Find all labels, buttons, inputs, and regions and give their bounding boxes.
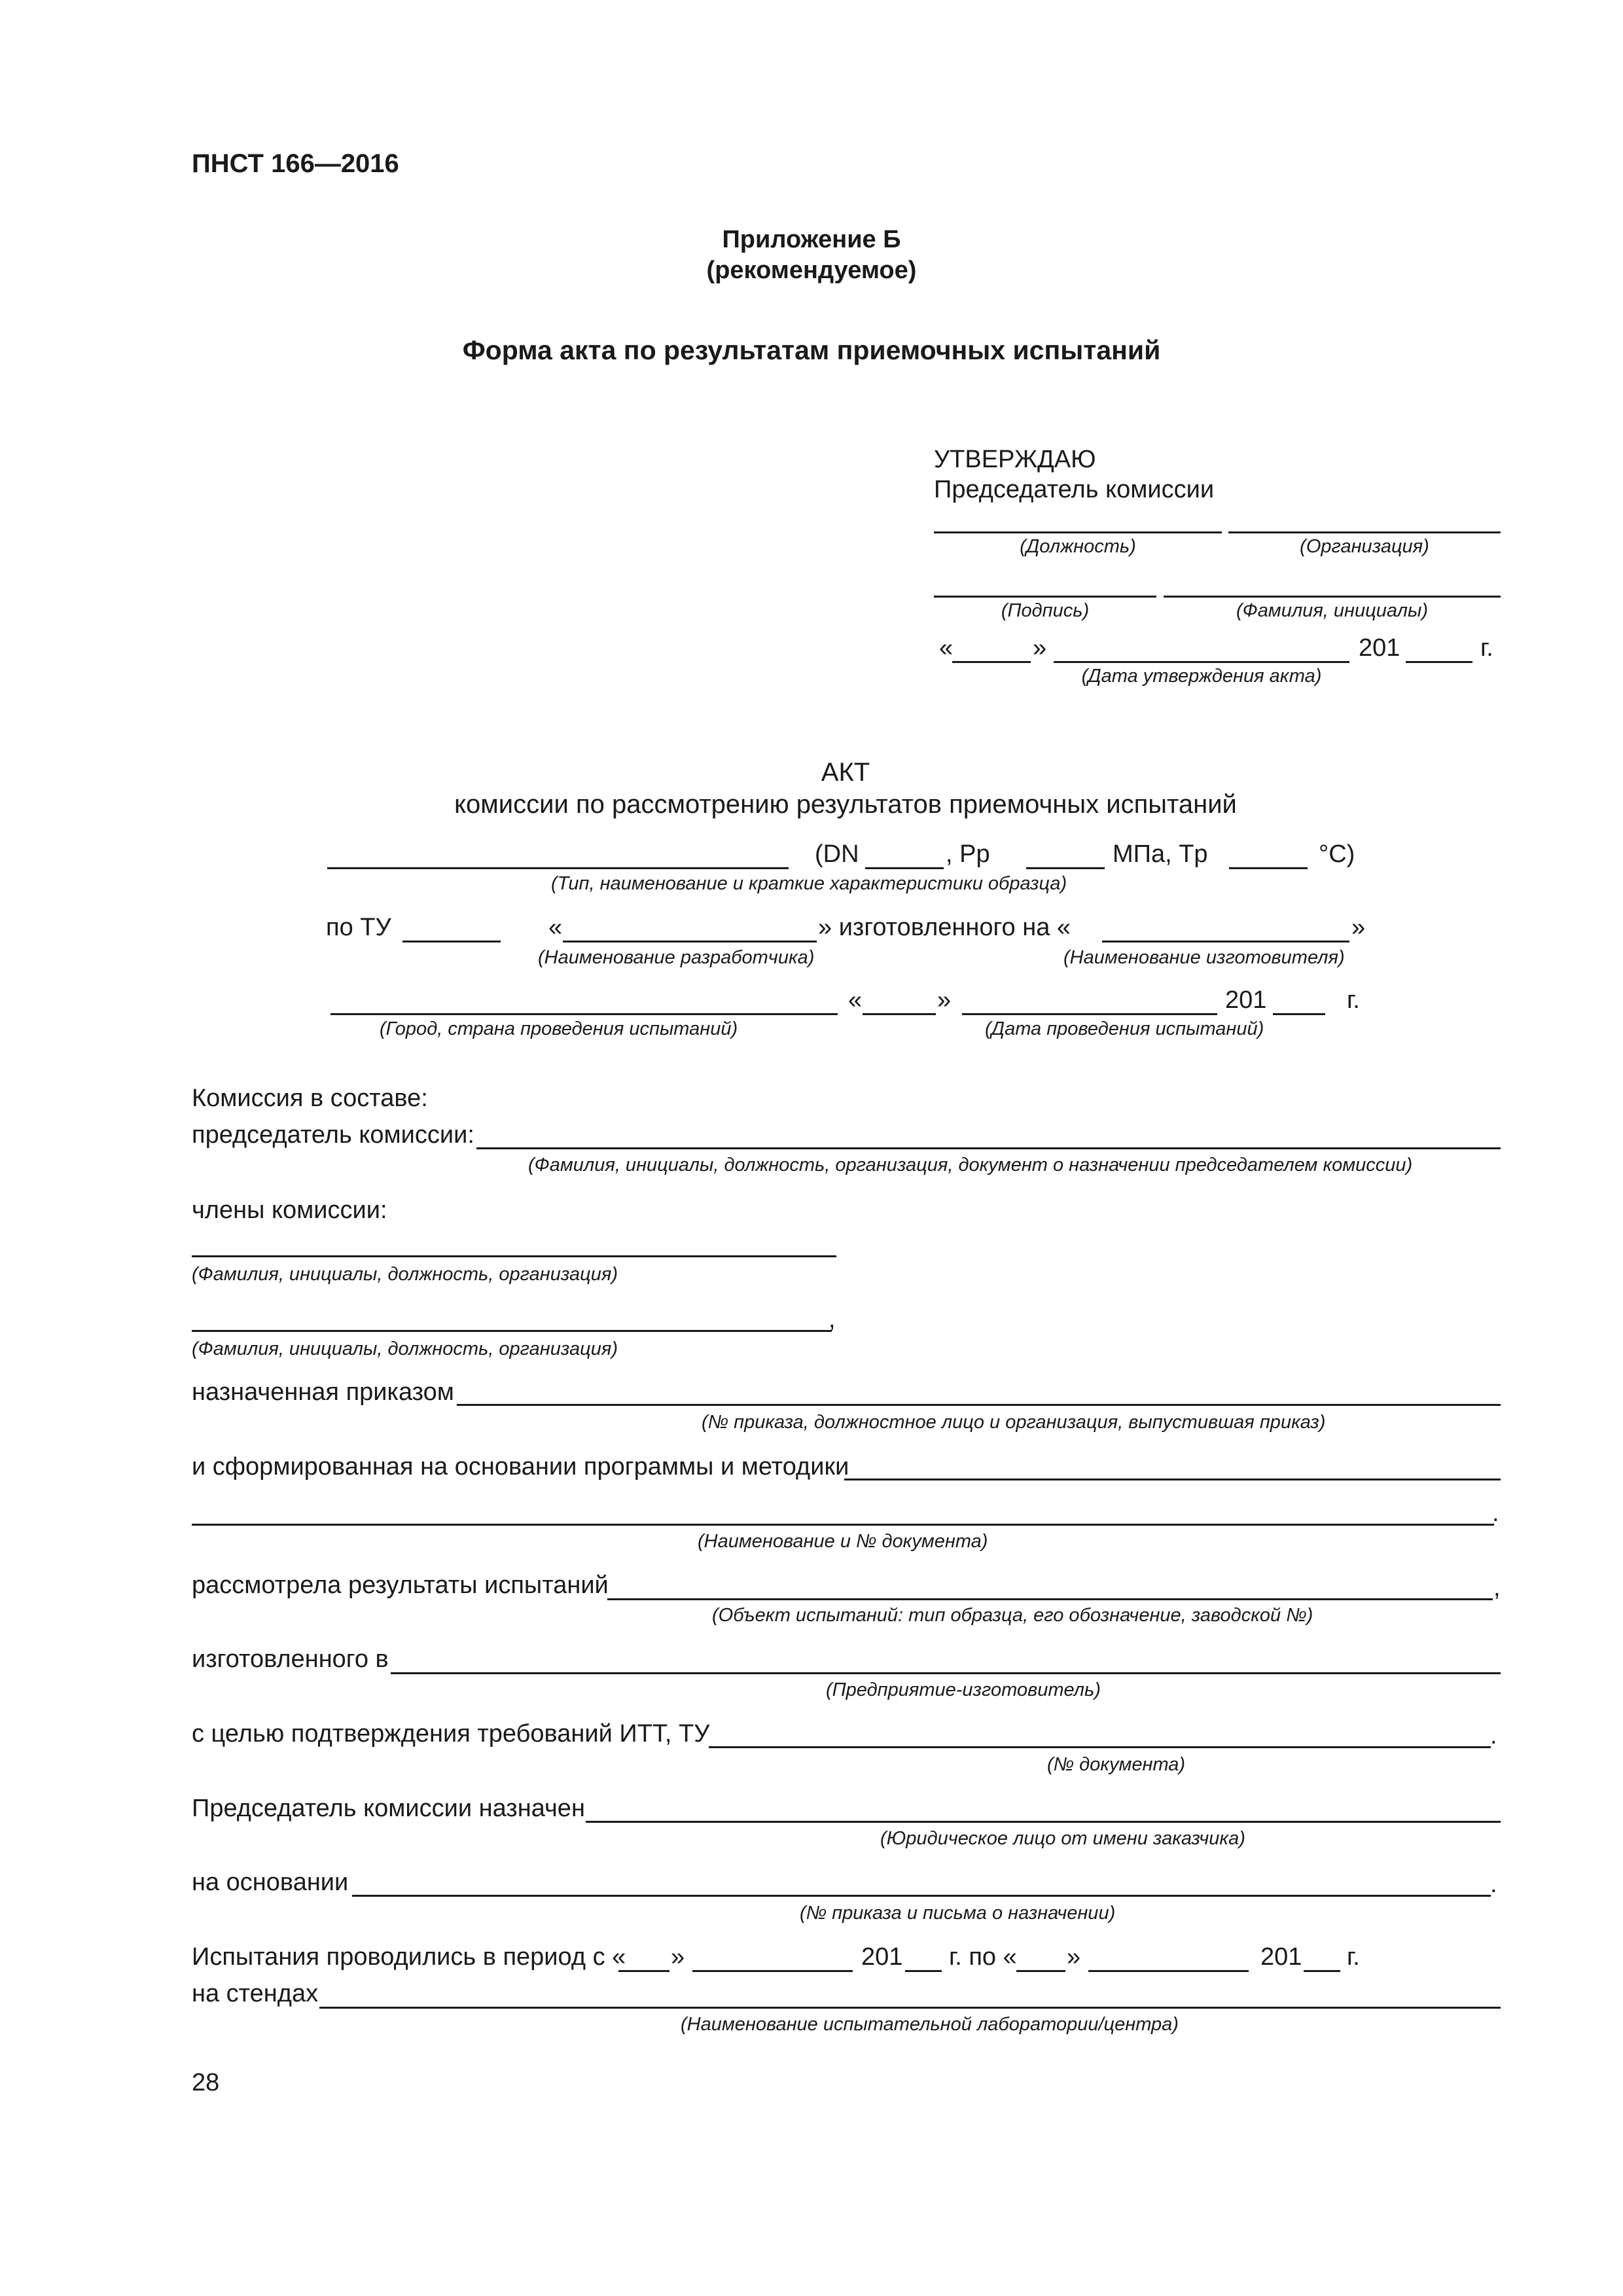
stands-label: на стендах (192, 1980, 319, 2007)
test-year-suffix: г. (1347, 986, 1360, 1014)
made-in-caption: (Предприятие-изготовитель) (826, 1679, 1101, 1700)
approve-label: УТВЕРЖДАЮ (934, 446, 1096, 473)
approval-day-field[interactable] (952, 661, 1031, 663)
pp-field-line[interactable] (1026, 867, 1105, 869)
program-field-line-1[interactable] (844, 1479, 1501, 1480)
commission-line: Комиссия в составе: (192, 1085, 428, 1112)
member-field-line-2[interactable] (192, 1330, 832, 1332)
approval-year-field[interactable] (1406, 661, 1472, 663)
purpose-end: . (1490, 1722, 1497, 1749)
member-caption-2: (Фамилия, инициалы, должность, организация) (192, 1338, 618, 1359)
test-date-close: » (937, 986, 952, 1014)
chairman-label: Председатель комиссии (934, 476, 1215, 503)
stands-field-line[interactable] (319, 2007, 1501, 2009)
reviewed-field-line[interactable] (607, 1598, 1493, 1600)
period-month-1[interactable] (692, 1970, 853, 1972)
name-field-line[interactable] (1164, 596, 1501, 598)
manufacturer-quote-close: » (1351, 914, 1366, 941)
name-caption: (Фамилия, инициалы) (1236, 600, 1429, 621)
period-mid: г. по « (949, 1943, 1017, 1971)
appointed-label: Председатель комиссии назначен (192, 1795, 585, 1822)
deg-label: °C) (1319, 840, 1355, 868)
city-field-line[interactable] (330, 1013, 838, 1015)
sample-field-line[interactable] (327, 867, 789, 869)
mpa-tp-label: МПа, Tp (1113, 840, 1208, 868)
period-day-2[interactable] (1016, 1970, 1065, 1972)
appointed-caption: (Юридическое лицо от имени заказчика) (880, 1828, 1245, 1849)
appendix-title: Приложение Б (722, 226, 901, 253)
test-date-caption: (Дата проведения испытаний) (985, 1018, 1264, 1039)
purpose-caption: (№ документа) (1047, 1754, 1186, 1775)
approval-date-caption: (Дата утверждения акта) (1081, 666, 1322, 687)
period-year-1: 201 (861, 1943, 903, 1971)
developer-caption: (Наименование разработчика) (538, 947, 815, 968)
chairman-field-line[interactable] (476, 1147, 1501, 1149)
test-day-field[interactable] (863, 1013, 936, 1015)
chairman-label: председатель комиссии: (192, 1121, 474, 1149)
position-caption: (Должность) (1020, 536, 1136, 557)
tp-field-line[interactable] (1229, 867, 1308, 869)
developer-quote-open: « (548, 914, 563, 941)
approval-year-prefix: 201 (1359, 634, 1400, 662)
chairman-caption: (Фамилия, инициалы, должность, организация, документ о назначении председателем комиссии) (528, 1155, 1413, 1175)
reviewed-caption: (Объект испытаний: тип образца, его обозначение, заводской №) (712, 1605, 1313, 1626)
member-comma: , (829, 1306, 836, 1333)
appointed-field-line[interactable] (586, 1821, 1501, 1823)
period-year-1-field[interactable] (905, 1970, 942, 1972)
tu-number-field[interactable] (402, 941, 501, 942)
reviewed-label: рассмотрела результаты испытаний (192, 1571, 609, 1599)
purpose-field-line[interactable] (709, 1746, 1491, 1748)
made-in-field-line[interactable] (391, 1672, 1501, 1674)
act-title: АКТ (821, 758, 870, 787)
purpose-label: с целью подтверждения требований ИТТ, ТУ (192, 1720, 710, 1748)
approval-date-close: » (1033, 634, 1047, 662)
order-label: назначенная приказом (192, 1378, 454, 1406)
reviewed-end: , (1493, 1574, 1501, 1602)
act-subtitle: комиссии по рассмотрению результатов приемочных испытаний (454, 790, 1237, 819)
test-year-field[interactable] (1273, 1013, 1325, 1015)
member-field-line-1[interactable] (192, 1255, 836, 1257)
period-q1: » (671, 1943, 685, 1971)
test-month-field[interactable] (962, 1013, 1217, 1015)
developer-field-line[interactable] (563, 941, 817, 942)
basis-field-line[interactable] (352, 1895, 1491, 1897)
manufacturer-field-line[interactable] (1102, 941, 1349, 942)
dn-field-line[interactable] (865, 867, 944, 869)
period-month-2[interactable] (1088, 1970, 1249, 1972)
approval-year-suffix: г. (1480, 634, 1493, 662)
signature-caption: (Подпись) (1001, 600, 1090, 621)
position-field-line[interactable] (934, 531, 1222, 533)
appendix-subtitle: (рекомендуемое) (706, 257, 917, 284)
program-end: . (1492, 1499, 1499, 1527)
basis-label: на основании (192, 1869, 349, 1896)
test-date-open: « (848, 986, 863, 1014)
member-caption-1: (Фамилия, инициалы, должность, организация) (192, 1264, 618, 1285)
program-label: и сформированная на основании программы и методики (192, 1453, 849, 1480)
program-field-line-2[interactable] (192, 1524, 1494, 1526)
period-end: г. (1347, 1943, 1360, 1971)
dn-label: (DN (815, 840, 859, 868)
signature-field-line[interactable] (934, 596, 1156, 598)
period-day-1[interactable] (618, 1970, 669, 1972)
manufacturer-caption: (Наименование изготовителя) (1063, 947, 1345, 968)
pp-label: , Pp (946, 840, 990, 868)
stands-caption: (Наименование испытательной лаборатории/центра) (681, 2014, 1179, 2035)
organization-caption: (Организация) (1300, 536, 1429, 557)
appendix-heading: Форма акта по результатам приемочных испытаний (462, 335, 1161, 365)
period-year-2-field[interactable] (1304, 1970, 1340, 1972)
program-caption: (Наименование и № документа) (698, 1531, 988, 1552)
approval-month-field[interactable] (1054, 661, 1349, 663)
approval-date-open: « (939, 634, 954, 662)
members-label: члены комиссии: (192, 1196, 387, 1224)
test-year-prefix: 201 (1225, 986, 1267, 1014)
basis-caption: (№ приказа и письма о назначении) (800, 1903, 1116, 1924)
page-number: 28 (192, 2069, 220, 2096)
period-label: Испытания проводились в период с « (192, 1943, 626, 1971)
order-caption: (№ приказа, должностное лицо и организация, выпустившая приказ) (702, 1412, 1326, 1433)
city-caption: (Город, страна проведения испытаний) (380, 1018, 738, 1039)
organization-field-line[interactable] (1228, 531, 1501, 533)
made-by-label: » изготовленного на « (818, 914, 1071, 941)
document-code: ПНСТ 166—2016 (192, 149, 399, 178)
basis-end: . (1490, 1871, 1497, 1898)
order-field-line[interactable] (457, 1404, 1501, 1406)
tu-label: по ТУ (326, 914, 391, 941)
period-year-2: 201 (1260, 1943, 1302, 1971)
period-q2: » (1067, 1943, 1081, 1971)
sample-caption: (Тип, наименование и краткие характеристики образца) (551, 873, 1067, 894)
made-in-label: изготовленного в (192, 1645, 389, 1673)
